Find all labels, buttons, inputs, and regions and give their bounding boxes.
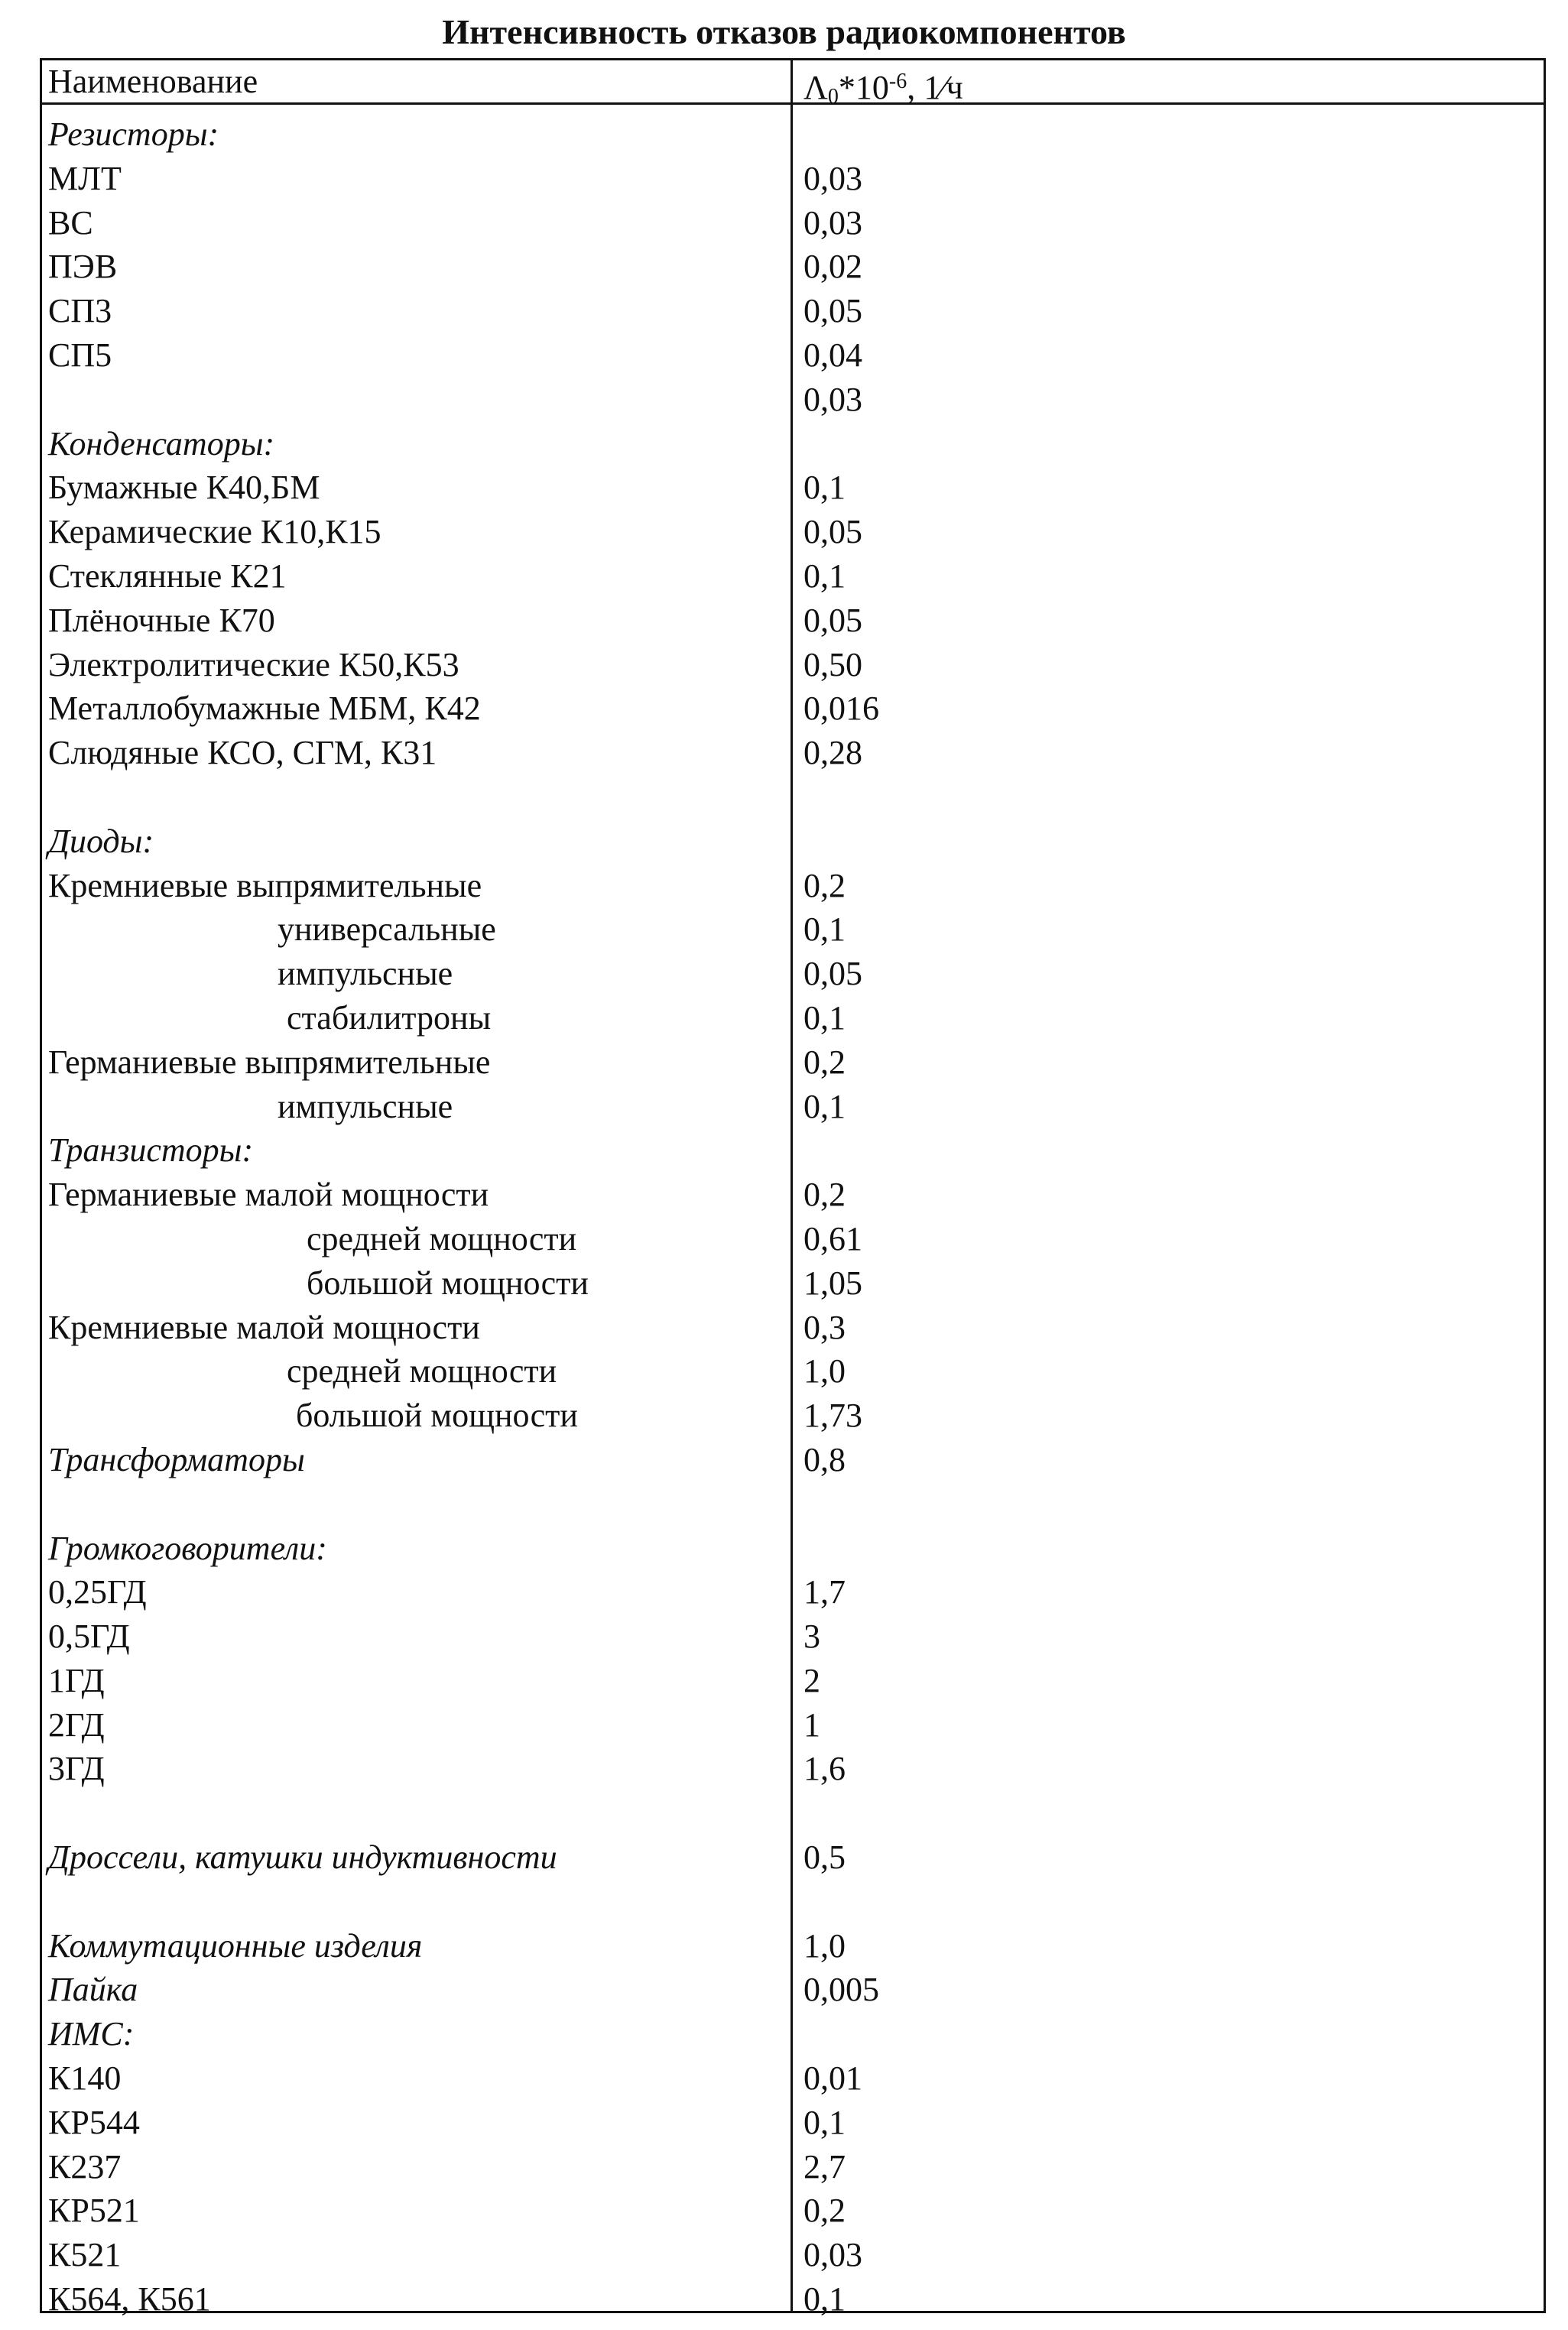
section-heading: Трансформаторы <box>48 1440 305 1478</box>
failure-rate-value: 0,05 <box>803 292 862 330</box>
component-name: Германиевые малой мощности <box>48 1176 489 1214</box>
table-row <box>42 422 1544 466</box>
section-heading: Конденсаторы: <box>48 424 275 462</box>
component-name: СП3 <box>48 292 112 330</box>
table-row <box>42 2145 1544 2189</box>
table-row <box>42 554 1544 599</box>
section-heading: Коммутационные изделия <box>48 1926 423 1965</box>
failure-rate-value: 1,0 <box>803 1352 846 1391</box>
failure-rate-value: 3 <box>803 1618 820 1656</box>
table-row <box>42 201 1544 245</box>
failure-rate-value: 1,05 <box>803 1264 862 1302</box>
header-exponent: -6 <box>888 70 907 93</box>
table-row <box>42 731 1544 775</box>
failure-rate-value: 0,2 <box>803 2192 846 2230</box>
component-name: Металлобумажные МБМ, К42 <box>48 690 481 728</box>
table-row <box>42 907 1544 952</box>
failure-rate-value: 0,2 <box>803 866 846 904</box>
failure-rate-value: 0,2 <box>803 1176 846 1214</box>
component-name: СП5 <box>48 336 112 374</box>
component-name: К140 <box>48 2059 122 2098</box>
component-name: 3ГД <box>48 1750 105 1788</box>
table-row <box>42 599 1544 643</box>
failure-rate-value: 0,03 <box>803 159 862 197</box>
component-name: средней мощности <box>307 1219 577 1257</box>
table-row <box>42 952 1544 996</box>
component-name: Плёночные К70 <box>48 601 275 639</box>
failure-rate-value: 0,02 <box>803 248 862 286</box>
table-row <box>42 2012 1544 2056</box>
table-row <box>42 1085 1544 1129</box>
component-name: Слюдяные КСО, СГМ, К31 <box>48 734 437 772</box>
component-name: Кремниевые малой мощности <box>48 1308 480 1346</box>
component-name: импульсные <box>278 955 453 993</box>
failure-rate-value: 1,7 <box>803 1573 846 1611</box>
failure-rate-value: 0,61 <box>803 1219 862 1257</box>
failure-rate-value: 0,01 <box>803 2059 862 2098</box>
failure-rate-value: 0,1 <box>803 2280 846 2319</box>
table-row <box>42 333 1544 378</box>
table-row <box>42 1570 1544 1614</box>
component-name: ВС <box>48 203 93 242</box>
table-row <box>42 1659 1544 1703</box>
failure-rate-value: 0,05 <box>803 601 862 639</box>
table-row <box>42 775 1544 819</box>
header-multiplier: *10 <box>838 69 889 106</box>
failure-rate-value: 1,6 <box>803 1750 846 1788</box>
table-row <box>42 2056 1544 2101</box>
table-row <box>42 2233 1544 2277</box>
header-divider <box>42 102 1544 105</box>
table-row <box>42 1438 1544 1482</box>
component-name: Бумажные К40,БМ <box>48 469 320 507</box>
table-row <box>42 289 1544 333</box>
component-name: КР521 <box>48 2192 140 2230</box>
header-symbol: Λ <box>803 69 828 106</box>
failure-rate-value: 1 <box>803 1705 820 1744</box>
component-name: Германиевые выпрямительные <box>48 1043 491 1081</box>
component-name: К521 <box>48 2236 122 2274</box>
component-name: стабилитроны <box>287 998 492 1037</box>
failure-rate-value: 0,8 <box>803 1440 846 1478</box>
failure-rate-value: 1,0 <box>803 1926 846 1965</box>
failure-rate-value: 0,3 <box>803 1308 846 1346</box>
table-row <box>42 864 1544 908</box>
header-value-column <box>803 62 963 117</box>
table-row <box>42 1614 1544 1659</box>
failure-rate-table <box>40 58 1546 2319</box>
table-row <box>42 819 1544 864</box>
header-name-column: Наименование <box>48 63 258 100</box>
failure-rate-value: 2,7 <box>803 2147 846 2186</box>
table-row <box>42 686 1544 731</box>
table-row <box>42 643 1544 687</box>
table-row <box>42 1173 1544 1217</box>
failure-rate-value: 0,1 <box>803 1087 846 1125</box>
failure-rate-value: 0,04 <box>803 336 862 374</box>
component-name: большой мощности <box>296 1397 578 1435</box>
table-row <box>42 112 1544 157</box>
component-name: КР544 <box>48 2103 140 2141</box>
failure-rate-value: 0,03 <box>803 2236 862 2274</box>
table-row <box>42 996 1544 1040</box>
table-row <box>42 466 1544 510</box>
table-row <box>42 2189 1544 2233</box>
table-row <box>42 1040 1544 1085</box>
component-name: 0,5ГД <box>48 1618 130 1656</box>
section-heading: Дроссели, катушки индуктивности <box>48 1838 557 1877</box>
table-row <box>42 1128 1544 1173</box>
section-heading: Резисторы: <box>48 115 219 153</box>
table-row <box>42 157 1544 201</box>
failure-rate-value: 0,005 <box>803 1971 879 2009</box>
section-heading: Диоды: <box>48 822 154 860</box>
table-row <box>42 1306 1544 1350</box>
table-row <box>42 1261 1544 1306</box>
component-name: К237 <box>48 2147 122 2186</box>
failure-rate-value: 0,1 <box>803 469 846 507</box>
failure-rate-value: 0,50 <box>803 645 862 683</box>
section-heading: ИМС: <box>48 2015 135 2053</box>
table-row <box>42 1791 1544 1835</box>
table-row <box>42 1217 1544 1261</box>
section-heading: Пайка <box>48 1971 138 2009</box>
table-row <box>42 1349 1544 1394</box>
table-row <box>42 1394 1544 1438</box>
header-unit: , 1⁄ч <box>907 69 963 106</box>
table-row <box>42 245 1544 289</box>
component-name: ПЭВ <box>48 248 118 286</box>
failure-rate-value: 0,03 <box>803 203 862 242</box>
component-name: 2ГД <box>48 1705 105 1744</box>
failure-rate-value: 0,2 <box>803 1043 846 1081</box>
failure-rate-value: 2 <box>803 1661 820 1699</box>
table-row <box>42 1968 1544 2012</box>
failure-rate-value: 0,05 <box>803 955 862 993</box>
table-row <box>42 1703 1544 1748</box>
failure-rate-value: 1,73 <box>803 1397 862 1435</box>
table-row <box>42 1835 1544 1880</box>
failure-rate-value: 0,5 <box>803 1838 846 1877</box>
table-row <box>42 1747 1544 1791</box>
component-name: большой мощности <box>307 1264 589 1302</box>
document-title: Интенсивность отказов радиокомпонентов <box>442 12 1126 51</box>
component-name: МЛТ <box>48 159 122 197</box>
failure-rate-value: 0,28 <box>803 734 862 772</box>
table-row <box>42 1482 1544 1527</box>
section-heading: Транзисторы: <box>48 1131 254 1170</box>
component-name: Кремниевые выпрямительные <box>48 866 482 904</box>
component-name: средней мощности <box>287 1352 557 1391</box>
table-row <box>42 1880 1544 1924</box>
failure-rate-value: 0,1 <box>803 910 846 949</box>
failure-rate-value: 0,1 <box>803 2103 846 2141</box>
table-row <box>42 1924 1544 1968</box>
component-name: Стеклянные К21 <box>48 557 287 595</box>
table-row <box>42 510 1544 554</box>
component-name: К564, К561 <box>48 2280 211 2319</box>
component-name: универсальные <box>278 910 496 949</box>
table-row <box>42 2277 1544 2322</box>
failure-rate-value: 0,03 <box>803 380 862 418</box>
table-row <box>42 378 1544 422</box>
component-name: 1ГД <box>48 1661 105 1699</box>
component-name: Электролитические К50,К53 <box>48 645 459 683</box>
failure-rate-value: 0,1 <box>803 998 846 1037</box>
table-row <box>42 1527 1544 1571</box>
failure-rate-value: 0,1 <box>803 557 846 595</box>
component-name: Керамические К10,К15 <box>48 513 381 551</box>
table-body <box>42 112 1544 2322</box>
section-heading: Громкоговорители: <box>48 1529 327 1567</box>
table-row <box>42 2101 1544 2145</box>
failure-rate-value: 0,05 <box>803 513 862 551</box>
header-subscript: 0 <box>827 85 839 109</box>
component-name: импульсные <box>278 1087 453 1125</box>
component-name: 0,25ГД <box>48 1573 147 1611</box>
failure-rate-value: 0,016 <box>803 690 879 728</box>
